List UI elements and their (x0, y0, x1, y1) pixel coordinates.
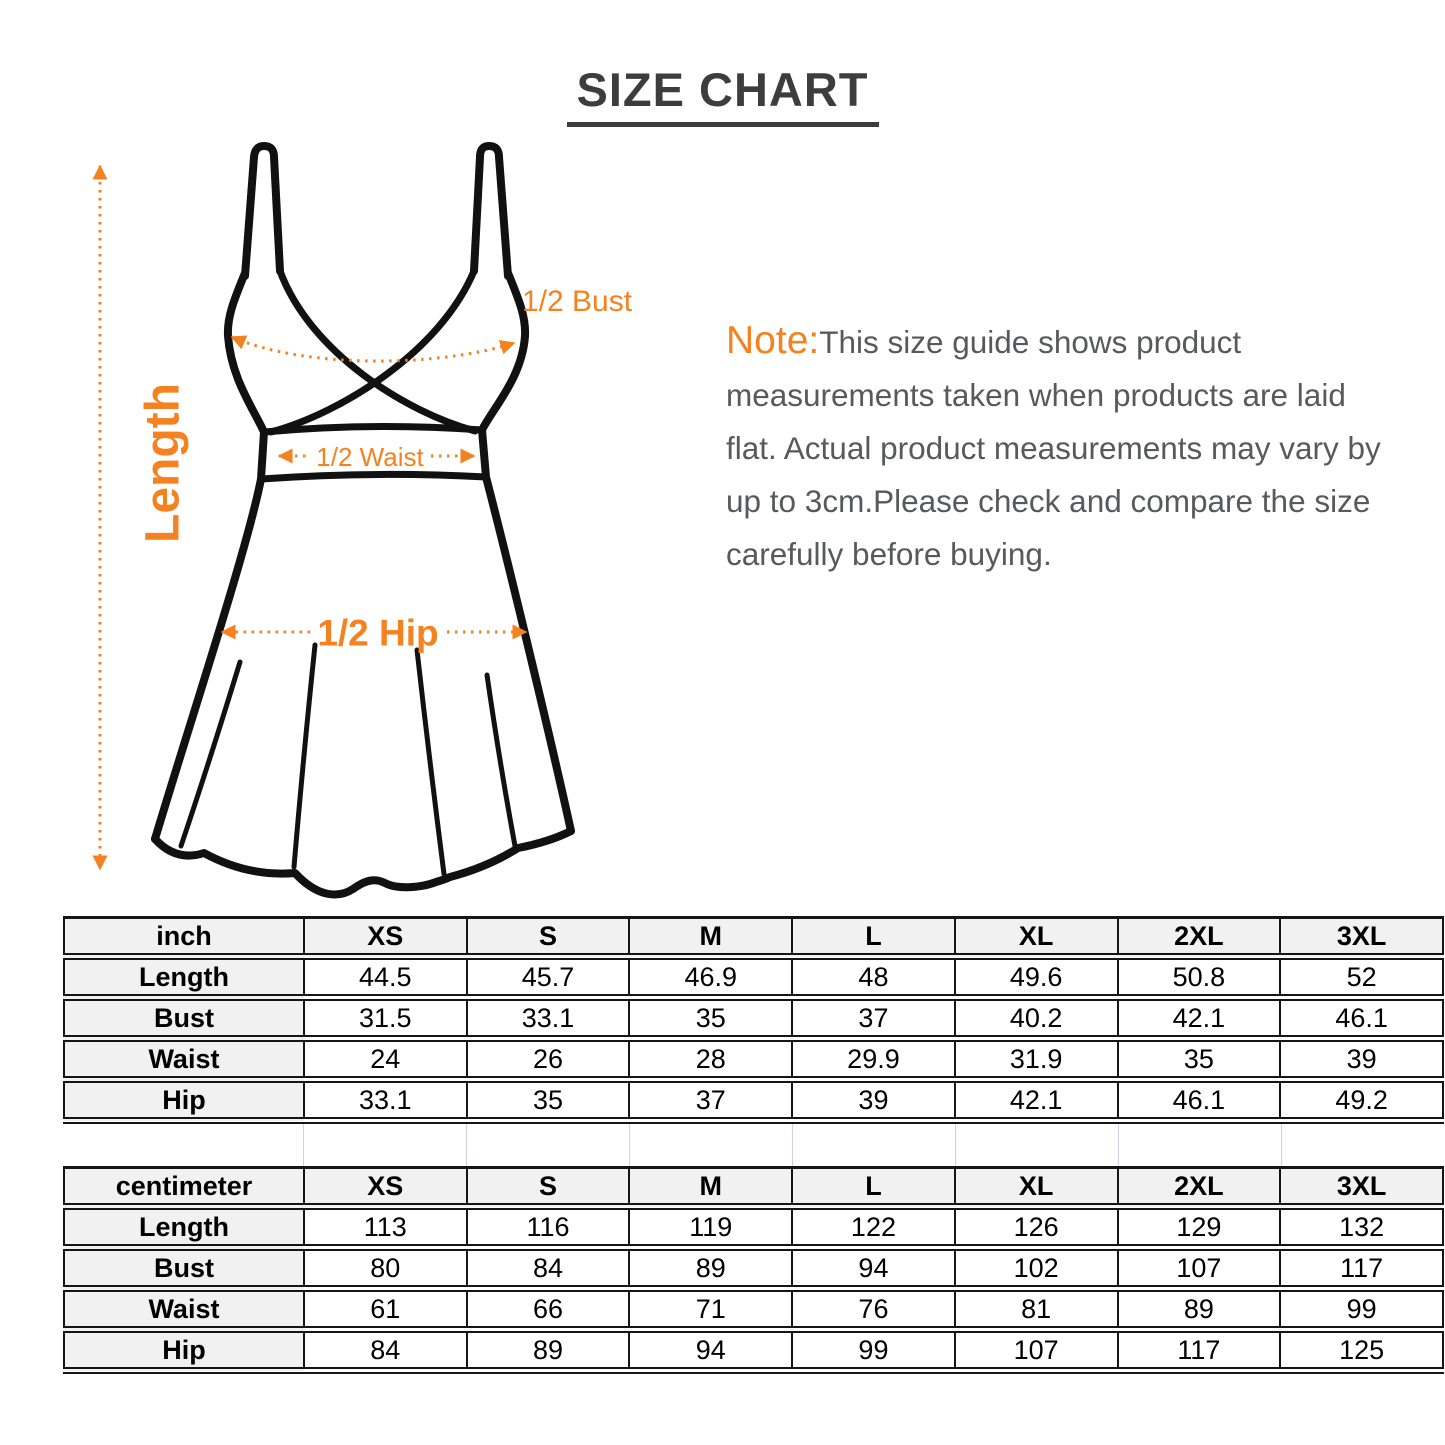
size-value-cell: 107 (1118, 1248, 1281, 1289)
size-value-cell: 50.8 (1118, 957, 1281, 998)
size-value-cell: 24 (304, 1039, 467, 1080)
measurement-row-label: Waist (64, 1289, 304, 1330)
size-column-header: S (467, 918, 630, 957)
spacer-cell (955, 1124, 1118, 1166)
measurement-row (64, 1080, 1443, 1121)
size-value-cell: 33.1 (467, 998, 630, 1039)
skirt-pleat-3 (417, 650, 444, 874)
size-value-cell: 42.1 (955, 1080, 1118, 1121)
size-value-cell: 126 (955, 1207, 1118, 1248)
size-column-header: XS (304, 1168, 467, 1207)
hip-label: 1/2 Hip (317, 612, 439, 654)
size-value-cell: 44.5 (304, 957, 467, 998)
waistband-bottom (261, 474, 486, 479)
size-value-cell: 52 (1280, 957, 1443, 998)
size-value-cell: 35 (629, 998, 792, 1039)
size-value-cell: 84 (467, 1248, 630, 1289)
size-value-cell: 99 (792, 1330, 955, 1371)
spacer-row (63, 1124, 1444, 1166)
spacer-cell (63, 1124, 303, 1166)
bust-label: 1/2 Bust (522, 285, 633, 318)
measurement-row (64, 1289, 1443, 1330)
measurement-row-label: Length (64, 957, 304, 998)
note-body: This size guide shows product measurements taken when products are laid flat. Actual product measurements may vary by up to 3cm.Please check and compare the size carefully before buying. (726, 324, 1381, 572)
page-title: SIZE CHART (567, 62, 879, 127)
size-column-header: XS (304, 918, 467, 957)
measurement-row (64, 1330, 1443, 1371)
size-column-header: M (629, 1168, 792, 1207)
size-value-cell: 39 (792, 1080, 955, 1121)
size-value-cell: 81 (955, 1289, 1118, 1330)
spacer-cell (1118, 1124, 1281, 1166)
size-value-cell: 89 (629, 1248, 792, 1289)
size-value-cell: 84 (304, 1330, 467, 1371)
right-wrap-neckline (271, 271, 474, 432)
size-value-cell: 46.9 (629, 957, 792, 998)
size-value-cell: 37 (629, 1080, 792, 1121)
size-value-cell: 26 (467, 1039, 630, 1080)
measurement-row-label: Length (64, 1207, 304, 1248)
measurement-row (64, 957, 1443, 998)
note-label: Note: (726, 319, 820, 362)
size-value-cell: 102 (955, 1248, 1118, 1289)
size-tables (63, 916, 1444, 1374)
size-value-cell: 37 (792, 998, 955, 1039)
size-value-cell: 89 (467, 1330, 630, 1371)
size-value-cell: 31.9 (955, 1039, 1118, 1080)
size-value-cell: 117 (1280, 1248, 1443, 1289)
size-column-header: 3XL (1280, 1168, 1443, 1207)
measurement-row-label: Hip (64, 1080, 304, 1121)
size-value-cell: 40.2 (955, 998, 1118, 1039)
size-value-cell: 71 (629, 1289, 792, 1330)
spacer-cell (792, 1124, 955, 1166)
size-value-cell: 113 (304, 1207, 467, 1248)
size-table-inch-body (64, 918, 1443, 1121)
size-value-cell: 80 (304, 1248, 467, 1289)
size-column-header: L (792, 918, 955, 957)
size-value-cell: 33.1 (304, 1080, 467, 1121)
right-side-seam (482, 273, 571, 831)
skirt-pleat-4 (487, 675, 515, 846)
size-value-cell: 66 (467, 1289, 630, 1330)
size-table-inch (63, 916, 1444, 1124)
size-table-header-row (64, 1168, 1443, 1207)
size-column-header: 3XL (1280, 918, 1443, 957)
note-text (726, 314, 1404, 581)
size-value-cell: 45.7 (467, 957, 630, 998)
measurement-row-label: Hip (64, 1330, 304, 1371)
hem-line (155, 831, 571, 894)
size-value-cell: 122 (792, 1207, 955, 1248)
size-value-cell: 48 (792, 957, 955, 998)
size-value-cell: 31.5 (304, 998, 467, 1039)
spacer-cell (629, 1124, 792, 1166)
size-value-cell: 117 (1118, 1330, 1281, 1371)
skirt-pleat-2 (294, 645, 315, 867)
dress-outline (155, 146, 571, 894)
dress-drawing (75, 130, 645, 910)
size-value-cell: 99 (1280, 1289, 1443, 1330)
spacer-cell (466, 1124, 629, 1166)
waist-label: 1/2 Waist (316, 442, 424, 472)
size-table-centimeter (63, 1166, 1444, 1374)
measurement-row-label: Waist (64, 1039, 304, 1080)
size-value-cell: 29.9 (792, 1039, 955, 1080)
size-column-header: S (467, 1168, 630, 1207)
size-value-cell: 125 (1280, 1330, 1443, 1371)
table-spacer-row (63, 1124, 1444, 1166)
size-value-cell: 35 (1118, 1039, 1281, 1080)
skirt-pleat-1 (181, 662, 240, 846)
spacer-cell (1281, 1124, 1444, 1166)
size-value-cell: 61 (304, 1289, 467, 1330)
size-value-cell: 76 (792, 1289, 955, 1330)
size-table-centimeter-body (64, 1168, 1443, 1371)
measurement-row (64, 998, 1443, 1039)
size-value-cell: 94 (792, 1248, 955, 1289)
size-value-cell: 116 (467, 1207, 630, 1248)
unit-header-cell: inch (64, 918, 304, 957)
size-value-cell: 89 (1118, 1289, 1281, 1330)
size-column-header: L (792, 1168, 955, 1207)
unit-header-cell: centimeter (64, 1168, 304, 1207)
measurement-row-label: Bust (64, 1248, 304, 1289)
measurement-row (64, 1039, 1443, 1080)
size-column-header: 2XL (1118, 1168, 1281, 1207)
dress-diagram (75, 130, 645, 910)
size-value-cell: 42.1 (1118, 998, 1281, 1039)
size-value-cell: 35 (467, 1080, 630, 1121)
size-column-header: XL (955, 1168, 1118, 1207)
left-wrap-neckline (280, 271, 475, 431)
left-strap (245, 146, 280, 276)
measurement-row-label: Bust (64, 998, 304, 1039)
bust-arrow (232, 337, 514, 361)
measurement-row (64, 1207, 1443, 1248)
size-value-cell: 39 (1280, 1039, 1443, 1080)
size-column-header: XL (955, 918, 1118, 957)
size-value-cell: 28 (629, 1039, 792, 1080)
size-value-cell: 49.6 (955, 957, 1118, 998)
size-column-header: M (629, 918, 792, 957)
size-value-cell: 94 (629, 1330, 792, 1371)
size-value-cell: 46.1 (1280, 998, 1443, 1039)
size-value-cell: 129 (1118, 1207, 1281, 1248)
size-value-cell: 49.2 (1280, 1080, 1443, 1121)
size-value-cell: 119 (629, 1207, 792, 1248)
size-value-cell: 107 (955, 1330, 1118, 1371)
spacer-cell (303, 1124, 466, 1166)
right-strap (474, 146, 508, 276)
measurement-row (64, 1248, 1443, 1289)
size-value-cell: 46.1 (1118, 1080, 1281, 1121)
size-column-header: 2XL (1118, 918, 1281, 957)
title-container (0, 62, 1445, 127)
length-label: Length (136, 383, 190, 543)
size-table-header-row (64, 918, 1443, 957)
size-value-cell: 132 (1280, 1207, 1443, 1248)
